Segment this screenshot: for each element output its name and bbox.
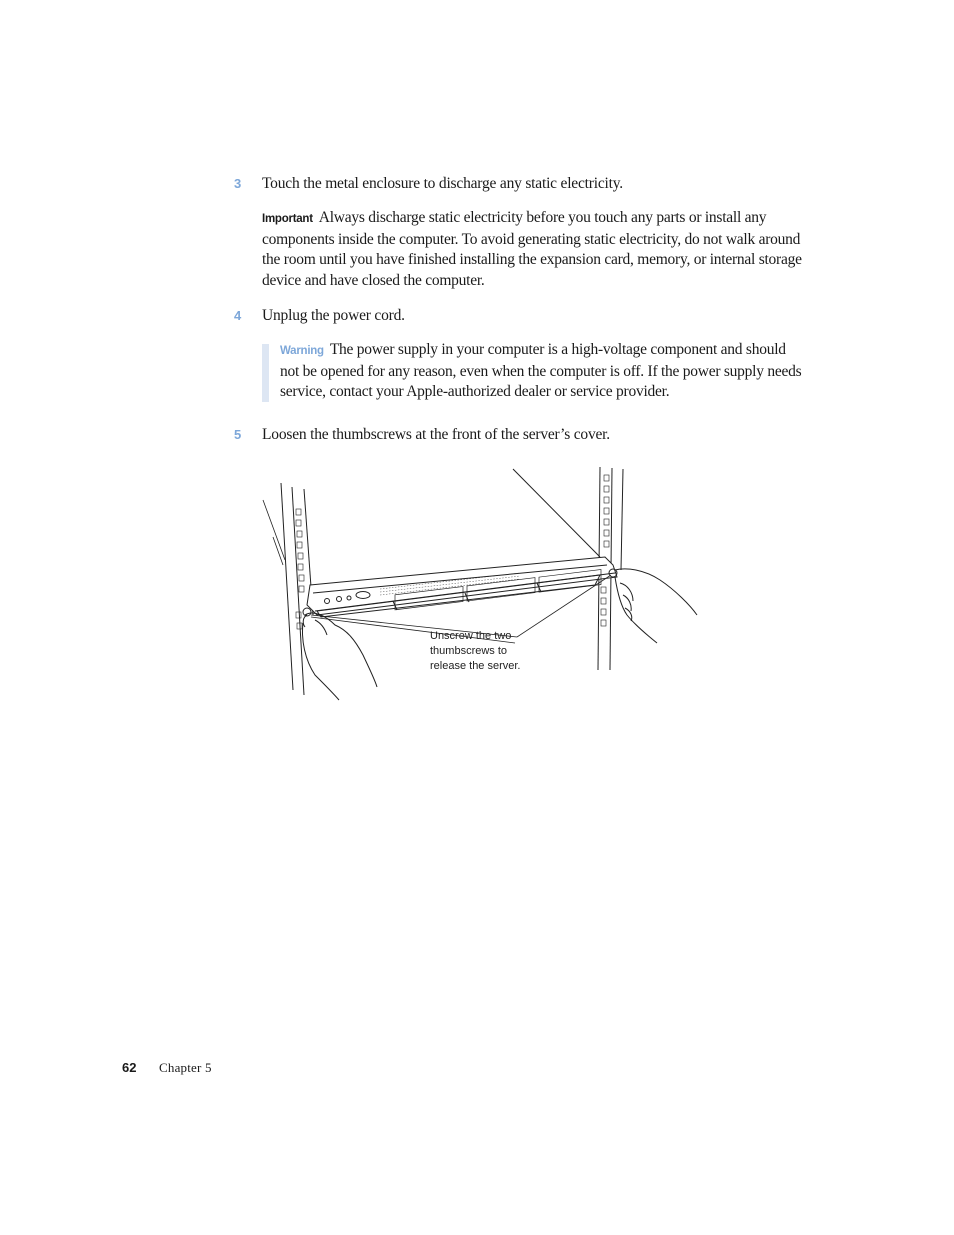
left-hand: [303, 613, 378, 700]
warning-label: Warning: [280, 345, 324, 357]
important-label: Important: [262, 213, 313, 225]
warning-note: [280, 340, 802, 403]
left-rack-rail: [263, 483, 313, 695]
important-text: Always discharge static electricity before you touch any parts or install any components inside the computer. To avoid generating static electricity, do not walk around the room until you have finished installing the expansion card, memory, or internal storage device and have closed the computer.: [262, 209, 802, 289]
warning-bar: [262, 344, 269, 402]
chapter-label: Chapter 5: [159, 1060, 212, 1075]
step-number-3: 3: [234, 176, 242, 191]
server-chassis: [303, 557, 617, 617]
page-number: 62: [122, 1060, 137, 1075]
step-number-5: 5: [234, 427, 242, 442]
step-text-5: Loosen the thumbscrews at the front of the server’s cover.: [262, 426, 610, 443]
left-thumbscrew: [303, 608, 311, 616]
step-text-3: Touch the metal enclosure to discharge any static electricity.: [262, 175, 623, 192]
step-number-4: 4: [234, 308, 242, 323]
important-note: [262, 208, 802, 291]
warning-text: The power supply in your computer is a high-voltage component and should not be opened for any reason, even when the computer is off. If the power supply needs service, contact your Apple-authorized dealer or service provider.: [280, 341, 802, 400]
step-text-4: Unplug the power cord.: [262, 307, 405, 324]
right-hand: [615, 569, 697, 643]
figure-callout: Unscrew the two thumbscrews to release the server.: [430, 630, 521, 672]
